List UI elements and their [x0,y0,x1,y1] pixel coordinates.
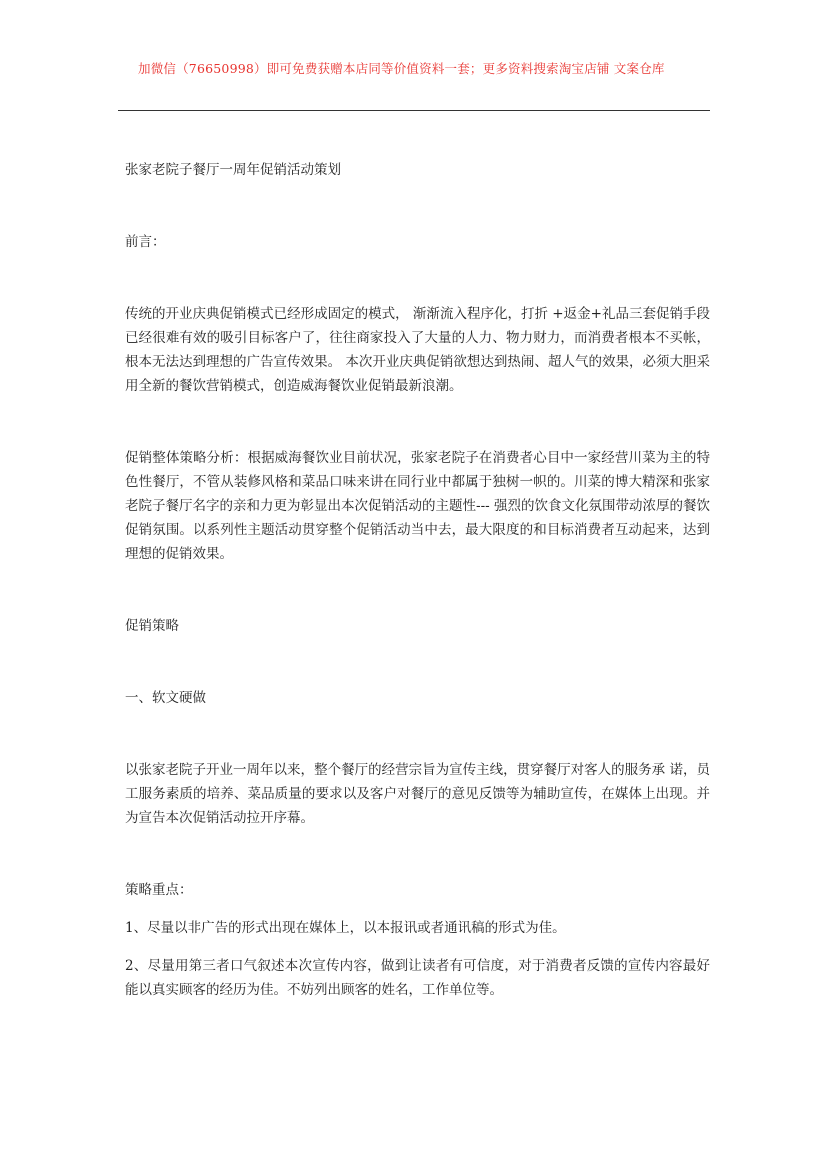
preface-paragraph: 传统的开业庆典促销模式已经形成固定的模式， 渐渐流入程序化，打折 +返金+礼品三套促销手段已经很难有效的吸引目标客户了，往往商家投入了大量的人力、物力财力，而消费者根本不买帐， 根本无法达到理想的广告宣传效果。 本次开业庆典促销欲想达到热闹、超人气的效果，必须大胆采用全新的餐饮营销模式，创造威海餐饮业促销最新浪潮。 [125,306,710,394]
header-notice: 加微信（76650998）即可免费获赠本店同等价值资料一套；更多资料搜索淘宝店铺 文案仓库 [138,61,665,76]
focus-item-1: 1、尽量以非广告的形式出现在媒体上，以本报讯或者通讯稿的形式为佳。 [125,920,566,936]
strategy-analysis-paragraph: 促销整体策略分析：根据威海餐饮业目前状况，张家老院子在消费者心目中一家经营川菜为主的特色性餐厅，不管从装修风格和菜品口味来讲在同行业中都属于独树一帜的。川菜的博大精深和张家老院子餐厅名字的亲和力更为彰显出本次促销活动的主题性--- 强烈的饮食文化氛围带动浓厚的餐饮促销氛围。以系列性主题活动贯穿整个促销活动当中去，最大限度的和目标消费者互动起来，达到理想的促销效果。 [125,450,710,562]
document-title: 张家老院子餐厅一周年促销活动策划 [125,162,341,178]
strategy-heading: 促销策略 [125,618,179,634]
soft-article-paragraph: 以张家老院子开业一周年以来，整个餐厅的经营宗旨为宣传主线，贯穿餐厅对客人的服务承 诺，员工服务素质的培养、菜品质量的要求以及客户对餐厅的意见反馈等为辅助宣传，在媒体上出现。并为宣告本次促销活动拉开序幕。 [125,762,710,826]
preface-heading: 前言： [125,234,166,250]
focus-item-2: 2、尽量用第三者口气叙述本次宣传内容，做到让读者有可信度，对于消费者反馈的宣传内容最好 能以真实顾客的经历为佳。不妨列出顾客的姓名，工作单位等。 [125,958,710,998]
focus-heading: 策略重点： [125,882,193,898]
document-body [125,158,710,1002]
header-divider [118,110,710,111]
section-heading-soft-article: 一、软文硬做 [125,690,206,706]
